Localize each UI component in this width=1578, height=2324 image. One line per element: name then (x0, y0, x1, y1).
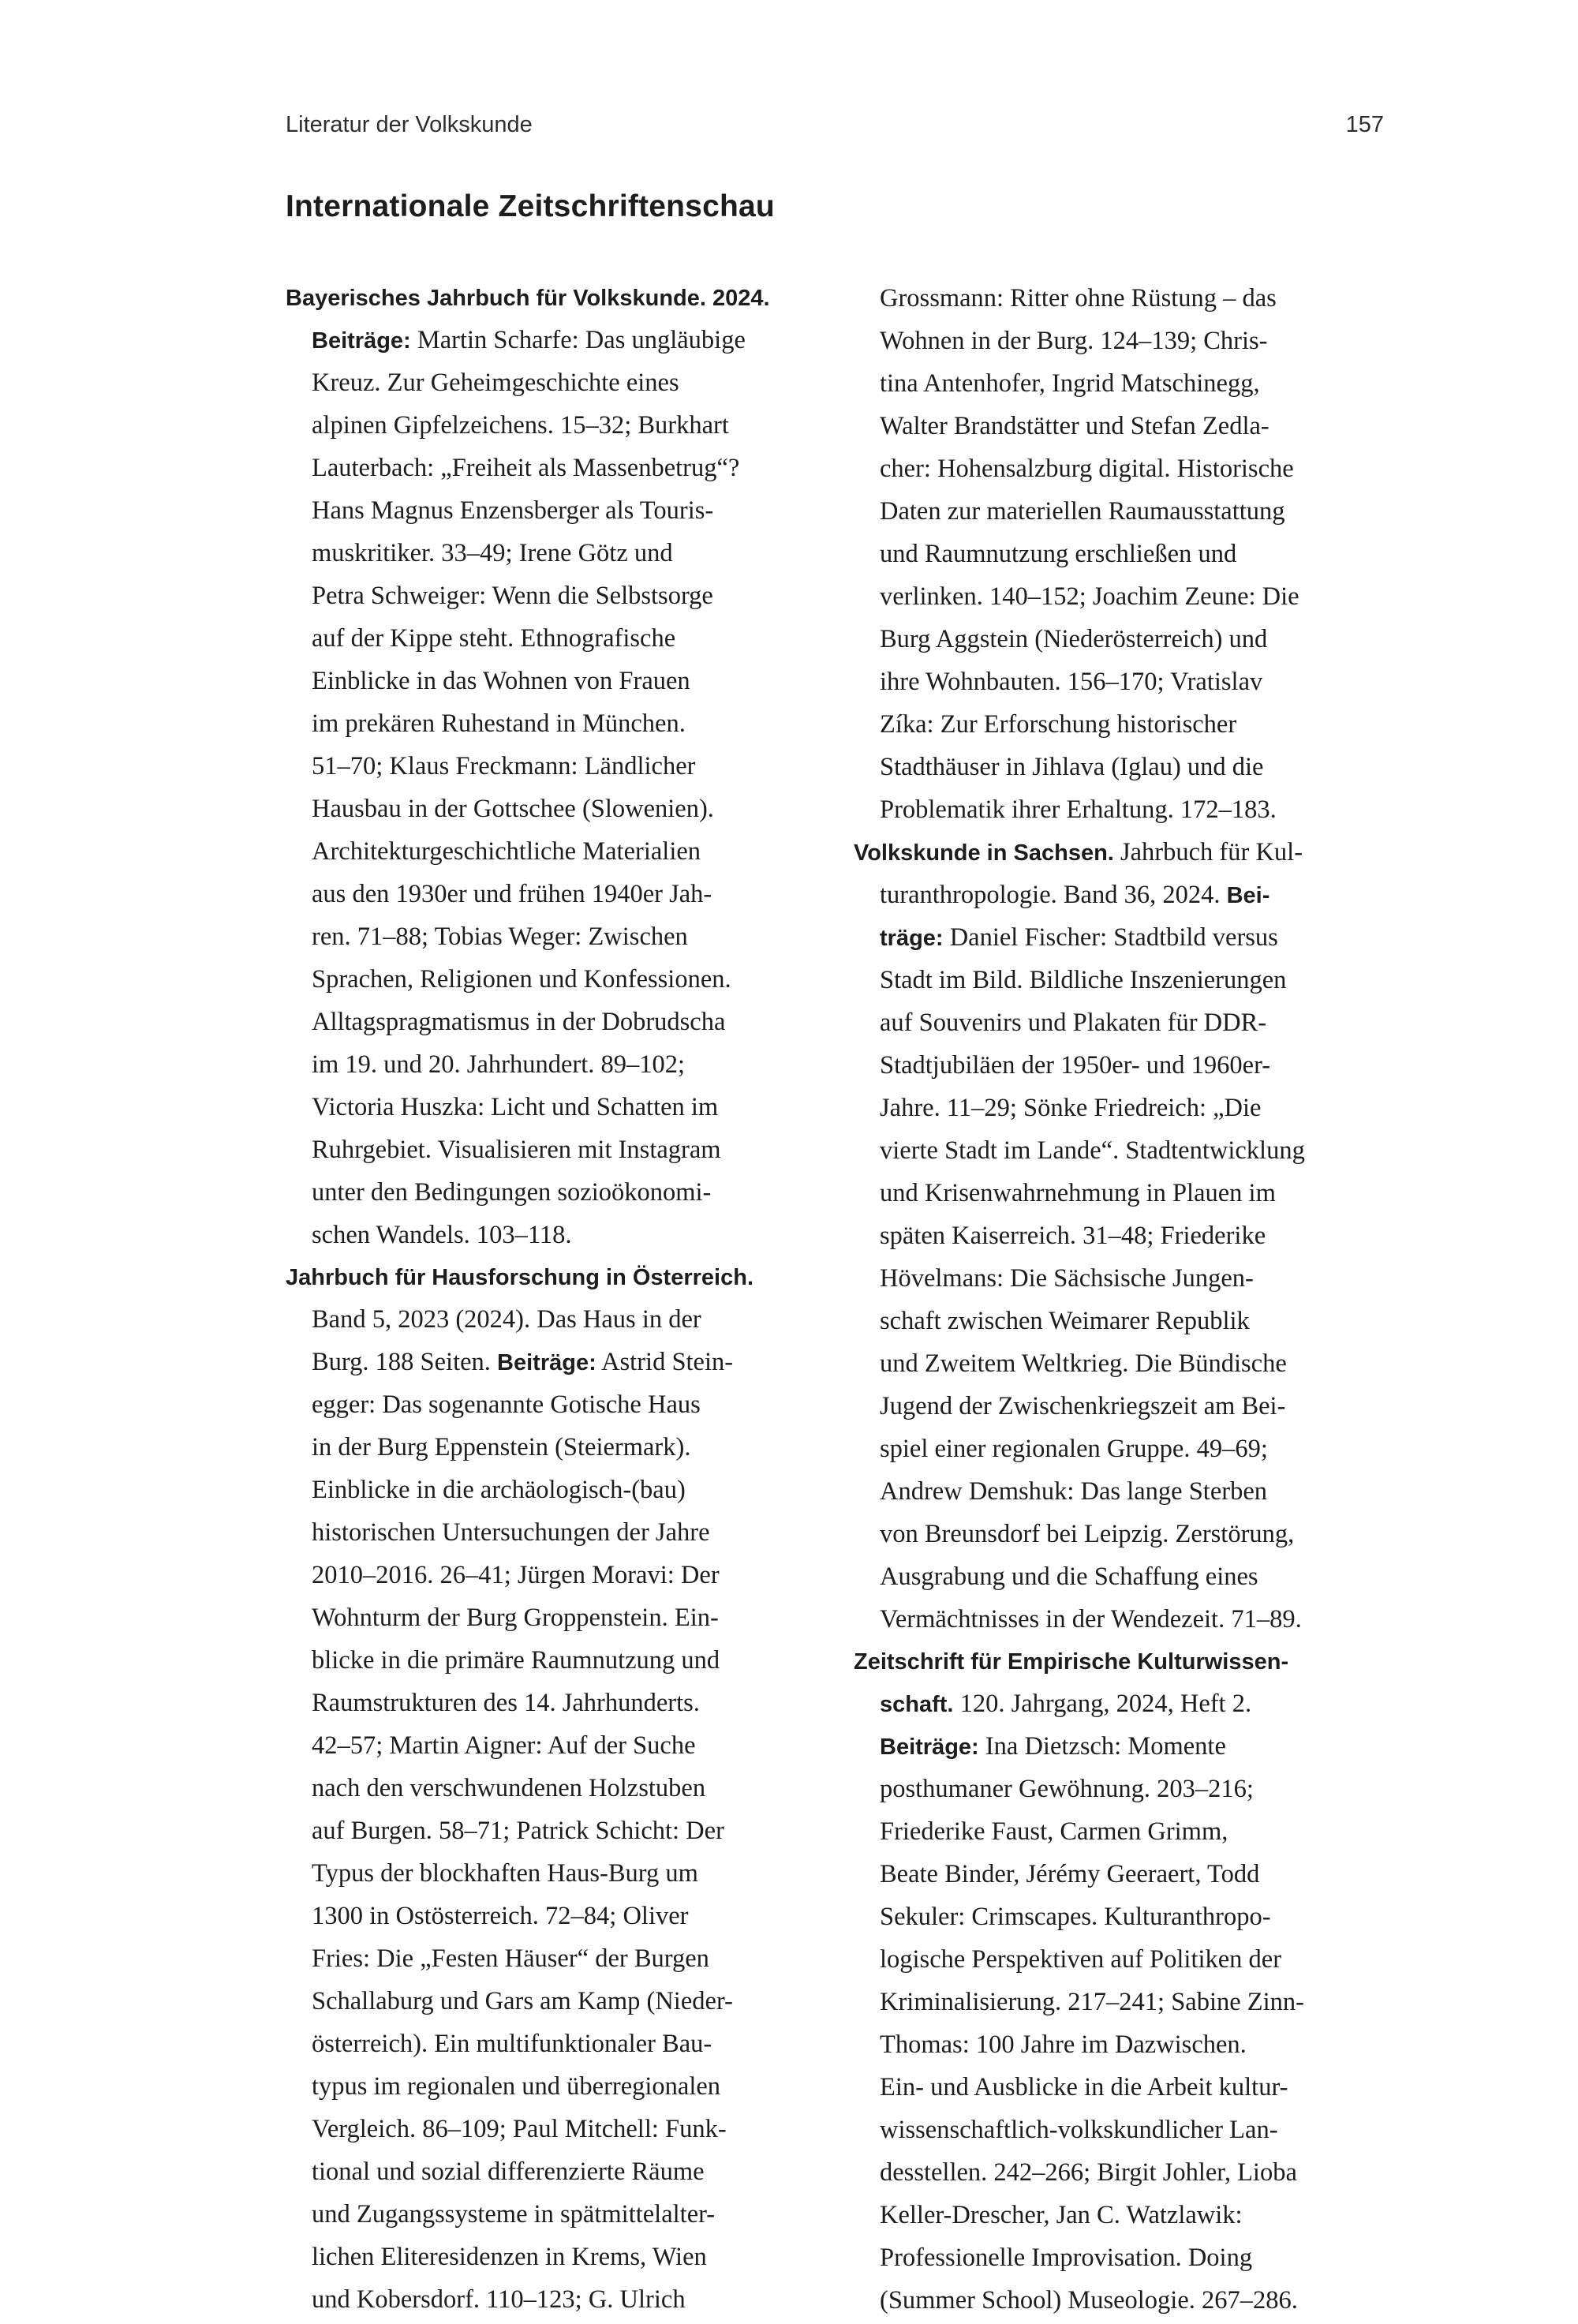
text-line (286, 492, 806, 534)
text-line (286, 1003, 806, 1046)
text-line (286, 2025, 806, 2068)
body-text-segment: Stadt im Bild. Bildliche Inszenierungen (880, 966, 1287, 994)
body-text-segment: Einblicke in die archäologisch-(bau) (312, 1476, 686, 1504)
body-text-segment: typus im regionalen und überregionalen (312, 2072, 721, 2101)
body-text-segment: schaft zwischen Weimarer Republik (880, 1307, 1250, 1335)
body-text-segment: Jahre. 11–29; Sönke Friedreich: „Die (880, 1094, 1262, 1122)
text-line (286, 1940, 806, 1982)
text-line (286, 449, 806, 492)
body-text-segment: von Breunsdorf bei Leipzig. Zerstörung, (880, 1520, 1295, 1548)
body-text-segment: auf Burgen. 58–71; Patrick Schicht: Der (312, 1817, 724, 1845)
entry-title-segment: Volkskunde in Sachsen. (854, 840, 1114, 866)
body-text-segment: Astrid Stein- (596, 1348, 734, 1376)
text-line (286, 662, 806, 705)
text-line (854, 1345, 1374, 1387)
text-line (286, 1514, 806, 1556)
text-line (854, 620, 1374, 663)
body-text-segment: Beate Binder, Jérémy Geeraert, Todd (880, 1860, 1260, 1888)
text-line (286, 2238, 806, 2281)
body-text-segment: österreich). Ein multifunktionaler Bau- (312, 2030, 712, 2058)
body-text-segment: im 19. und 20. Jahrhundert. 89–102; (312, 1050, 686, 1079)
text-line (854, 322, 1374, 365)
body-text-segment: (Summer School) Museologie. 267–286. (880, 2286, 1298, 2315)
body-text-segment: auf der Kippe steht. Ethnografische (312, 624, 676, 653)
body-text-segment: Sprachen, Religionen und Konfessionen. (312, 965, 731, 994)
text-line (286, 2281, 806, 2323)
text-line (286, 577, 806, 619)
text-line (286, 1046, 806, 1088)
text-line (854, 2281, 1374, 2324)
body-text-segment: Professionelle Improvisation. Doing (880, 2244, 1253, 2272)
text-line (854, 1983, 1374, 2026)
text-line (854, 1046, 1374, 1089)
text-line (286, 1641, 806, 1684)
text-line (854, 1600, 1374, 1643)
body-text-segment: Vermächtnisses in der Wendezeit. 71–89. (880, 1605, 1302, 1634)
page-number: 157 (1345, 112, 1384, 137)
entry-start-line (286, 279, 806, 321)
body-text-segment: Schallaburg und Gars am Kamp (Nieder- (312, 1987, 733, 2015)
body-text-segment: Stadtjubiläen der 1950er- und 1960er- (880, 1051, 1271, 1080)
body-text-segment: und Zweitem Weltkrieg. Die Bündische (880, 1349, 1287, 1378)
entry-title-segment: träge: (880, 926, 944, 951)
text-line (286, 1684, 806, 1727)
body-text-segment: schen Wandels. 103–118. (312, 1221, 572, 1249)
body-text-segment: Stadthäuser in Jihlava (Iglau) und die (880, 753, 1264, 781)
body-text-segment: turanthropologie. Band 36, 2024. (880, 881, 1227, 909)
body-text-segment: Ina Dietzsch: Momente (978, 1732, 1226, 1761)
text-line (854, 1430, 1374, 1473)
body-text-segment: Ein- und Ausblicke in die Arbeit kultur- (880, 2073, 1288, 2101)
body-text-segment: egger: Das sogenannte Gotische Haus (312, 1390, 701, 1419)
body-text-segment: Wohnturm der Burg Groppenstein. Ein- (312, 1604, 719, 1632)
body-text-segment: ihre Wohnbauten. 156–170; Vratislav (880, 668, 1263, 696)
column-right (854, 279, 1374, 2324)
text-line (286, 1897, 806, 1940)
body-text-segment: Petra Schweiger: Wenn die Selbstsorge (312, 582, 713, 610)
text-line (286, 960, 806, 1003)
body-text-segment: desstellen. 242–266; Birgit Johler, Lioba (880, 2158, 1297, 2187)
body-text-segment: Wohnen in der Burg. 124–139; Chris- (880, 327, 1268, 355)
entry-title-segment: Jahrbuch für Hausforschung in Österreich. (286, 1265, 753, 1290)
entry-title-segment: Beiträge: (497, 1350, 596, 1375)
body-text-segment: 120. Jahrgang, 2024, Heft 2. (953, 1690, 1252, 1718)
text-line (854, 407, 1374, 450)
text-line (854, 1940, 1374, 1983)
page-header (286, 112, 1384, 138)
body-text-segment: wissenschaftlich-volkskundlicher Lan- (880, 2116, 1278, 2144)
text-line (286, 1812, 806, 1854)
body-text-segment: Ausgrabung und die Schaffung eines (880, 1562, 1258, 1591)
text-line (854, 961, 1374, 1004)
text-line (854, 279, 1374, 322)
text-line (854, 1898, 1374, 1940)
body-text-segment: cher: Hohensalzburg digital. Historische (880, 455, 1294, 483)
body-text-segment: aus den 1930er und frühen 1940er Jah- (312, 880, 712, 908)
body-text-segment: Daten zur materiellen Raumausstattung (880, 497, 1285, 526)
text-line (854, 535, 1374, 578)
text-line (286, 875, 806, 918)
text-line (854, 1558, 1374, 1600)
body-text-segment: im prekären Ruhestand in München. (312, 709, 686, 738)
text-line (854, 1685, 1374, 1727)
text-line (854, 1813, 1374, 1855)
entry-title-segment: Zeitschrift für Empirische Kulturwissen- (854, 1649, 1289, 1675)
page-title: Internationale Zeitschriftenschau (286, 189, 775, 223)
text-line (854, 1387, 1374, 1430)
text-line (854, 450, 1374, 492)
text-line (854, 876, 1374, 919)
body-text-segment: Burg Aggstein (Niederösterreich) und (880, 625, 1268, 653)
body-text-segment: 2010–2016. 26–41; Jürgen Moravi: Der (312, 1561, 720, 1589)
body-text-segment: und Krisenwahrnehmung in Plauen im (880, 1179, 1276, 1207)
text-line (854, 1770, 1374, 1813)
text-line (286, 1216, 806, 1259)
body-text-segment: Hans Magnus Enzensberger als Touris- (312, 496, 714, 525)
body-text-segment: Vergleich. 86–109; Paul Mitchell: Funk- (312, 2115, 727, 2143)
text-line (854, 2111, 1374, 2154)
text-line (286, 321, 806, 364)
body-text-segment: Jugend der Zwischenkriegszeit am Bei- (880, 1392, 1286, 1420)
text-line (854, 1174, 1374, 1217)
text-line (854, 1473, 1374, 1515)
body-text-segment: muskritiker. 33–49; Irene Götz und (312, 539, 673, 567)
text-line (854, 492, 1374, 535)
body-text-segment: verlinken. 140–152; Joachim Zeune: Die (880, 582, 1299, 611)
text-line (286, 1599, 806, 1641)
text-columns (286, 279, 1374, 2324)
body-text-segment: unter den Bedingungen sozioökonomi- (312, 1178, 712, 1207)
text-line (286, 619, 806, 662)
text-line (854, 365, 1374, 407)
body-text-segment: Band 5, 2023 (2024). Das Haus in der (312, 1305, 701, 1334)
body-text-segment: Fries: Die „Festen Häuser“ der Burgen (312, 1944, 709, 1973)
entry-start-line (854, 1643, 1374, 1685)
text-line (286, 1300, 806, 1343)
body-text-segment: Walter Brandstätter und Stefan Zedla- (880, 412, 1270, 440)
text-line (286, 534, 806, 577)
text-line (854, 2068, 1374, 2111)
body-text-segment: blicke in die primäre Raumnutzung und (312, 1646, 720, 1675)
body-text-segment: Jahrbuch für Kul- (1113, 838, 1303, 866)
text-line (854, 1217, 1374, 1259)
entry-start-line (854, 833, 1374, 876)
text-line (854, 919, 1374, 961)
body-text-segment: Andrew Demshuk: Das lange Sterben (880, 1477, 1267, 1506)
text-line (286, 918, 806, 960)
text-line (854, 2239, 1374, 2281)
body-text-segment: auf Souvenirs und Plakaten für DDR- (880, 1009, 1267, 1037)
body-text-segment: Friederike Faust, Carmen Grimm, (880, 1817, 1228, 1846)
body-text-segment: Typus der blockhaften Haus-Burg um (312, 1859, 698, 1888)
body-text-segment: Victoria Huszka: Licht und Schatten im (312, 1093, 719, 1121)
entry-title-segment: Bayerisches Jahrbuch für Volkskunde. 2024. (286, 286, 770, 311)
body-text-segment: Martin Scharfe: Das ungläubige (410, 326, 746, 354)
entry-title-segment: Beiträge: (880, 1735, 979, 1760)
text-line (286, 1386, 806, 1428)
text-line (854, 1727, 1374, 1770)
body-text-segment: Ruhrgebiet. Visualisieren mit Instagram (312, 1136, 721, 1164)
body-text-segment: in der Burg Eppenstein (Steiermark). (312, 1433, 691, 1461)
text-line (854, 1259, 1374, 1302)
text-line (286, 2195, 806, 2238)
text-line (286, 2068, 806, 2110)
text-line (854, 705, 1374, 748)
text-line (286, 2110, 806, 2153)
column-left (286, 279, 806, 2324)
body-text-segment: Raumstrukturen des 14. Jahrhunderts. (312, 1689, 700, 1717)
text-line (854, 2196, 1374, 2239)
entry-title-segment: Bei- (1226, 883, 1270, 908)
text-line (854, 1004, 1374, 1046)
body-text-segment: und Raumnutzung erschließen und (880, 540, 1237, 568)
text-line (286, 406, 806, 449)
text-line (286, 2153, 806, 2195)
text-line (286, 1088, 806, 1131)
entry-title-segment: schaft. (880, 1692, 954, 1717)
text-line (854, 1089, 1374, 1132)
body-text-segment: lichen Eliteresidenzen in Krems, Wien (312, 2243, 707, 2271)
body-text-segment: nach den verschwundenen Holzstuben (312, 1774, 706, 1802)
text-line (854, 1302, 1374, 1345)
text-line (286, 1173, 806, 1216)
running-head: Literatur der Volkskunde (286, 112, 533, 137)
body-text-segment: Grossmann: Ritter ohne Rüstung – das (880, 284, 1277, 312)
text-line (854, 748, 1374, 791)
body-text-segment: posthumaner Gewöhnung. 203–216; (880, 1775, 1254, 1803)
text-line (286, 705, 806, 747)
text-line (286, 1982, 806, 2025)
entry-start-line (286, 1259, 806, 1300)
body-text-segment: Architekturgeschichtliche Materialien (312, 837, 701, 866)
text-line (286, 1131, 806, 1173)
body-text-segment: Einblicke in das Wohnen von Frauen (312, 667, 690, 695)
body-text-segment: Thomas: 100 Jahre im Dazwischen. (880, 2030, 1247, 2059)
body-text-segment: Kreuz. Zur Geheimgeschichte eines (312, 369, 679, 397)
body-text-segment: Problematik ihrer Erhaltung. 172–183. (880, 795, 1277, 824)
body-text-segment: und Kobersdorf. 110–123; G. Ulrich (312, 2285, 686, 2314)
text-line (854, 2026, 1374, 2068)
body-text-segment: Hausbau in der Gottschee (Slowenien). (312, 795, 714, 823)
body-text-segment: und Zugangssysteme in spätmittelalter- (312, 2200, 716, 2229)
body-text-segment: tional und sozial differenzierte Räume (312, 2157, 705, 2186)
text-line (286, 1343, 806, 1386)
body-text-segment: Lauterbach: „Freiheit als Massenbetrug“? (312, 454, 740, 482)
body-text-segment: Sekuler: Crimscapes. Kulturanthropo- (880, 1903, 1271, 1931)
text-line (286, 747, 806, 790)
body-text-segment: logische Perspektiven auf Politiken der (880, 1945, 1282, 1974)
body-text-segment: 51–70; Klaus Freckmann: Ländlicher (312, 752, 696, 780)
body-text-segment: historischen Untersuchungen der Jahre (312, 1518, 710, 1547)
body-text-segment: Zíka: Zur Erforschung historischer (880, 710, 1237, 739)
text-line (286, 790, 806, 833)
text-line (854, 791, 1374, 833)
text-line (854, 2154, 1374, 2196)
body-text-segment: Burg. 188 Seiten. (312, 1348, 498, 1376)
text-line (286, 1769, 806, 1812)
body-text-segment: Alltagspragmatismus in der Dobrudscha (312, 1008, 726, 1036)
text-line (854, 1515, 1374, 1558)
body-text-segment: Daniel Fischer: Stadtbild versus (943, 923, 1278, 952)
body-text-segment: Hövelmans: Die Sächsische Jungen- (880, 1264, 1254, 1293)
text-line (286, 364, 806, 406)
text-line (286, 1727, 806, 1769)
text-line (286, 1428, 806, 1471)
body-text-segment: vierte Stadt im Lande“. Stadtentwicklung (880, 1136, 1305, 1165)
body-text-segment: tina Antenhofer, Ingrid Matschinegg, (880, 369, 1260, 398)
body-text-segment: alpinen Gipfelzeichens. 15–32; Burkhart (312, 411, 729, 440)
body-text-segment: 42–57; Martin Aigner: Auf der Suche (312, 1731, 696, 1760)
body-text-segment: 1300 in Ostösterreich. 72–84; Oliver (312, 1902, 689, 1930)
text-line (286, 833, 806, 875)
body-text-segment: Kriminalisierung. 217–241; Sabine Zinn- (880, 1988, 1304, 2016)
body-text-segment: ren. 71–88; Tobias Weger: Zwischen (312, 922, 688, 951)
body-text-segment: spiel einer regionalen Gruppe. 49–69; (880, 1435, 1268, 1463)
body-text-segment: späten Kaiserreich. 31–48; Friederike (880, 1222, 1266, 1250)
text-line (286, 1556, 806, 1599)
text-line (854, 663, 1374, 705)
body-text-segment: Keller-Drescher, Jan C. Watzlawik: (880, 2201, 1243, 2229)
text-line (854, 578, 1374, 620)
entry-title-segment: Beiträge: (312, 328, 411, 354)
text-line (286, 1854, 806, 1897)
text-line (286, 1471, 806, 1514)
text-line (854, 1132, 1374, 1174)
text-line (854, 1855, 1374, 1898)
